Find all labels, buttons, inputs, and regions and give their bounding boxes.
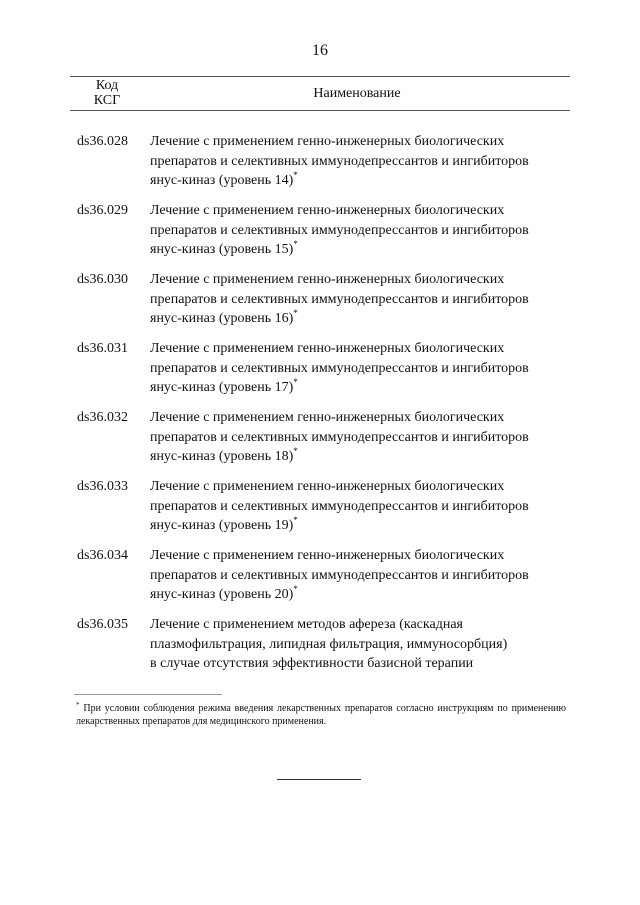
footnote-separator (74, 694, 222, 695)
row-name (150, 408, 570, 477)
row-code: ds36.035 (77, 617, 128, 632)
row-name (150, 132, 570, 201)
row-name (150, 477, 570, 546)
row-name-text: янус-киназ (уровень 17) (150, 380, 294, 396)
footnote-reference: * (293, 446, 298, 457)
header-code-line2: КСГ (93, 93, 121, 108)
row-code: ds36.032 (77, 410, 128, 425)
row-name-line: Лечение с применением генно-инженерных биологических (150, 410, 505, 425)
row-code: ds36.034 (77, 548, 128, 563)
row-name-text: янус-киназ (уровень 20) (150, 587, 294, 603)
row-code: ds36.033 (77, 479, 128, 494)
footnote-reference: * (293, 170, 298, 181)
table-body (70, 132, 570, 684)
row-name (150, 615, 570, 684)
row-name-line: препаратов и селективных иммунодепрессантов и ингибиторов (150, 153, 529, 169)
footnote-reference: * (293, 515, 298, 526)
row-name-line: препаратов и селективных иммунодепрессантов и ингибиторов (150, 222, 529, 238)
table-row (70, 339, 570, 408)
header-name-column: Наименование (313, 86, 401, 101)
row-name-text: янус-киназ (уровень 18) (150, 449, 294, 465)
row-code: ds36.028 (77, 134, 128, 149)
footnote-reference: * (293, 239, 298, 250)
row-name-line: Лечение с применением генно-инженерных биологических (150, 272, 505, 287)
row-name-line (150, 447, 570, 467)
row-name-line: Лечение с применением генно-инженерных биологических (150, 548, 505, 563)
end-of-page-rule (277, 779, 361, 780)
row-name (150, 546, 570, 615)
page-number: 16 (312, 42, 328, 59)
row-name-line: Лечение с применением генно-инженерных биологических (150, 479, 505, 494)
row-name-line (150, 378, 570, 398)
footnote-text: При условии соблюдения режима введения лекарственных препаратов согласно инструкциям по применению лекарственных препаратов для медицинского применения. (76, 703, 566, 727)
row-name-line (150, 240, 570, 260)
footnote-reference: * (293, 584, 298, 595)
table-row (70, 546, 570, 615)
row-name-line: в случае отсутствия эффективности базисной терапии (150, 656, 474, 672)
row-name-line: Лечение с применением методов афереза (каскадная (150, 617, 463, 632)
row-name-line: препаратов и селективных иммунодепрессантов и ингибиторов (150, 498, 529, 514)
row-name (150, 201, 570, 270)
table-header (70, 76, 570, 111)
row-name-line: препаратов и селективных иммунодепрессантов и ингибиторов (150, 567, 529, 583)
row-name (150, 339, 570, 408)
row-name-text: янус-киназ (уровень 19) (150, 518, 294, 534)
table-row (70, 201, 570, 270)
row-name-line: препаратов и селективных иммунодепрессантов и ингибиторов (150, 291, 529, 307)
footnote (76, 702, 566, 728)
row-name-line: плазмофильтрация, липидная фильтрация, иммуносорбция) (150, 636, 508, 652)
table-row (70, 615, 570, 684)
table-row (70, 477, 570, 546)
row-name (150, 270, 570, 339)
row-name-line (150, 309, 570, 329)
footnote-reference: * (293, 377, 298, 388)
row-name-line (150, 585, 570, 605)
row-code: ds36.031 (77, 341, 128, 356)
row-name-line: Лечение с применением генно-инженерных биологических (150, 341, 505, 356)
row-name-line: Лечение с применением генно-инженерных биологических (150, 203, 505, 218)
row-name-line: препаратов и селективных иммунодепрессантов и ингибиторов (150, 429, 529, 445)
row-name-line: Лечение с применением генно-инженерных биологических (150, 134, 505, 149)
row-name-text: янус-киназ (уровень 14) (150, 173, 294, 189)
row-code: ds36.029 (77, 203, 128, 218)
row-name-text: янус-киназ (уровень 15) (150, 242, 294, 258)
table-row (70, 132, 570, 201)
table-row (70, 408, 570, 477)
header-code-line1: Код (95, 78, 119, 93)
footnote-mark: * (76, 701, 80, 709)
header-code-column (70, 78, 144, 108)
row-code: ds36.030 (77, 272, 128, 287)
footnote-reference: * (293, 308, 298, 319)
row-name-line: препаратов и селективных иммунодепрессантов и ингибиторов (150, 360, 529, 376)
row-name-text: янус-киназ (уровень 16) (150, 311, 294, 327)
row-name-line (150, 516, 570, 536)
table-row (70, 270, 570, 339)
row-name-line (150, 171, 570, 191)
